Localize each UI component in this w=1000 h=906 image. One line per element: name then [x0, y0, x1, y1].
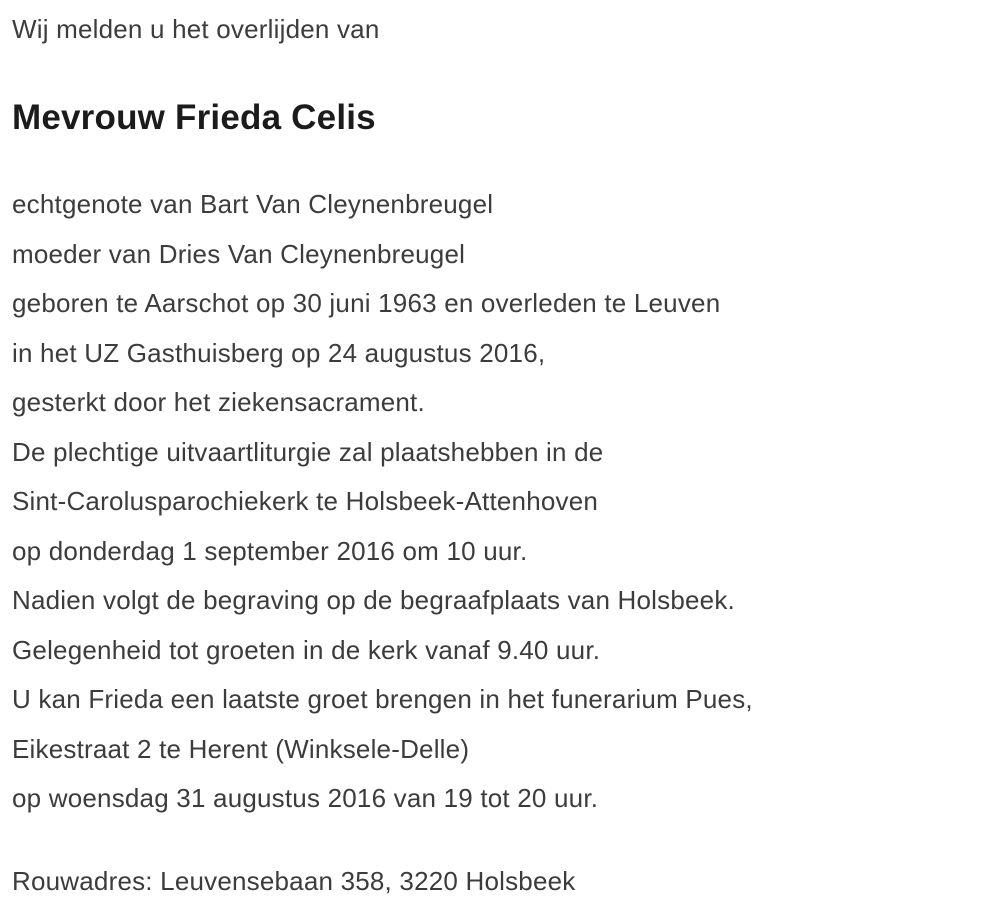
- announcement-line-church: Sint-Carolusparochiekerk te Holsbeek-Attenhoven: [12, 477, 988, 527]
- announcement-line-died: in het UZ Gasthuisberg op 24 augustus 2016,: [12, 329, 988, 379]
- announcement-line-service-date: op donderdag 1 september 2016 om 10 uur.: [12, 527, 988, 577]
- announcement-line-funerarium-address: Eikestraat 2 te Herent (Winksele-Delle): [12, 725, 988, 775]
- announcement-intro: Wij melden u het overlijden van: [12, 12, 988, 46]
- announcement-line-funerarium: U kan Frieda een laatste groet brengen in het funerarium Pues,: [12, 675, 988, 725]
- announcement-body: [12, 180, 988, 824]
- announcement-line-greeting: Gelegenheid tot groeten in de kerk vanaf 9.40 uur.: [12, 626, 988, 676]
- announcement-line-mother: moeder van Dries Van Cleynenbreugel: [12, 230, 988, 280]
- deceased-name-title: Mevrouw Frieda Celis: [12, 98, 988, 138]
- announcement-line-visit-date: op woensdag 31 augustus 2016 van 19 tot 20 uur.: [12, 774, 988, 824]
- mourning-address: Rouwadres: Leuvensebaan 358, 3220 Holsbeek: [12, 857, 988, 906]
- announcement-line-born: geboren te Aarschot op 30 juni 1963 en overleden te Leuven: [12, 279, 988, 329]
- announcement-line-sacrament: gesterkt door het ziekensacrament.: [12, 378, 988, 428]
- announcement-line-burial: Nadien volgt de begraving op de begraafplaats van Holsbeek.: [12, 576, 988, 626]
- announcement-line-spouse: echtgenote van Bart Van Cleynenbreugel: [12, 180, 988, 230]
- announcement-line-liturgy: De plechtige uitvaartliturgie zal plaatshebben in de: [12, 428, 988, 478]
